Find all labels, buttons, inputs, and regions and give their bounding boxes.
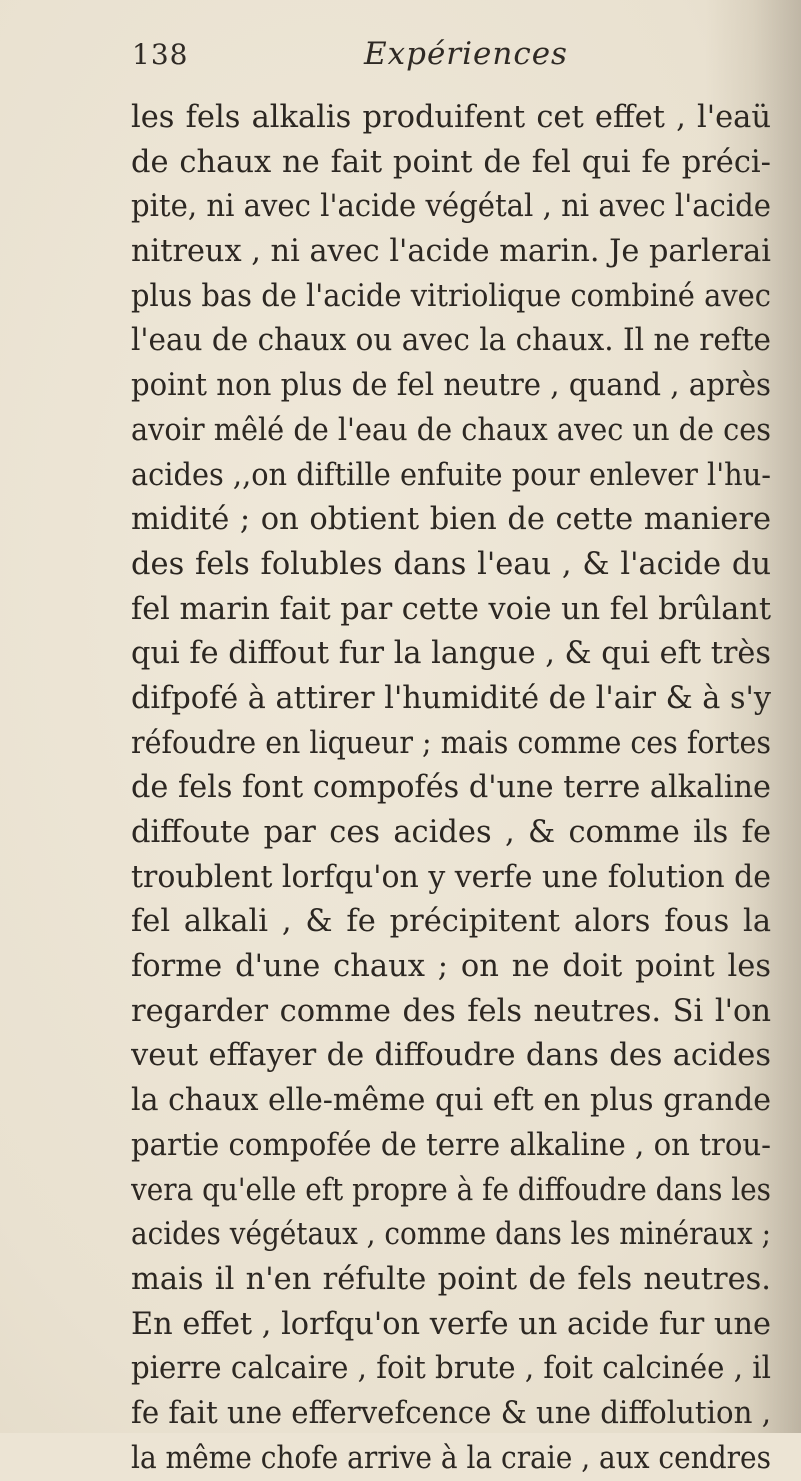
body-text	[131, 96, 771, 1481]
text-line: plus bas de l'acide vitriolique combiné avec	[131, 278, 771, 314]
text-line: partie compofée de terre alkaline , on trou-	[131, 1127, 771, 1163]
text-line: qui fe diffout fur la langue , & qui eft très	[131, 636, 771, 672]
text-line: troublent lorfqu'on y verfe une folution de	[131, 859, 771, 895]
text-line: fel marin fait par cette voie un fel brûlant	[131, 591, 771, 627]
text-line: de chaux ne fait point de fel qui fe préci-	[131, 144, 771, 180]
text-line: acides ,,on diftille enfuite pour enlever l'hu-	[131, 457, 771, 493]
text-line: difpofé à attirer l'humidité de l'air & à s'y	[131, 680, 771, 716]
text-line: pierre calcaire , foit brute , foit calcinée , il	[131, 1351, 771, 1387]
text-line: point non plus de fel neutre , quand , après	[131, 368, 771, 404]
text-line: diffoute par ces acides , & comme ils fe	[131, 815, 771, 850]
text-line: fel alkali , & fe précipitent alors fous la	[131, 904, 771, 940]
text-line: En effet , lorfqu'on verfe un acide fur une	[131, 1306, 771, 1342]
page-number: 138	[132, 38, 189, 71]
text-line: forme d'une chaux ; on ne doit point les	[131, 949, 771, 985]
text-line: regarder comme des fels neutres. Si l'on	[131, 993, 771, 1029]
text-line: la chaux elle-même qui eft en plus grande	[131, 1083, 771, 1119]
text-line: la même chofe arrive à la craie , aux cendres	[131, 1440, 771, 1476]
text-line: de fels font compofés d'une terre alkaline	[131, 770, 771, 806]
text-line: acides végétaux , comme dans les minéraux ;	[131, 1217, 771, 1253]
text-line: réfoudre en liqueur ; mais comme ces fortes	[131, 725, 771, 761]
text-line: des fels folubles dans l'eau , & l'acide du	[131, 546, 771, 582]
section-title: Expériences	[364, 36, 568, 72]
text-line: vera qu'elle eft propre à fe diffoudre dans les	[131, 1172, 771, 1208]
text-line: mais il n'en réfulte point de fels neutres.	[131, 1261, 771, 1297]
text-line: avoir mêlé de l'eau de chaux avec un de ces	[131, 412, 771, 448]
text-line: veut effayer de diffoudre dans des acides	[131, 1038, 771, 1074]
text-line: pite, ni avec l'acide végétal , ni avec l'acide	[131, 189, 771, 225]
text-line: nitreux , ni avec l'acide marin. Je parlerai	[131, 234, 771, 270]
text-line: l'eau de chaux ou avec la chaux. Il ne refte	[131, 323, 771, 359]
text-line: fe fait une effervefcence & une diffolution ,	[131, 1395, 771, 1431]
text-line: les fels alkalis produifent cet effet , l'eaü	[131, 100, 771, 135]
text-line: midité ; on obtient bien de cette maniere	[131, 502, 771, 538]
running-head	[132, 38, 692, 86]
